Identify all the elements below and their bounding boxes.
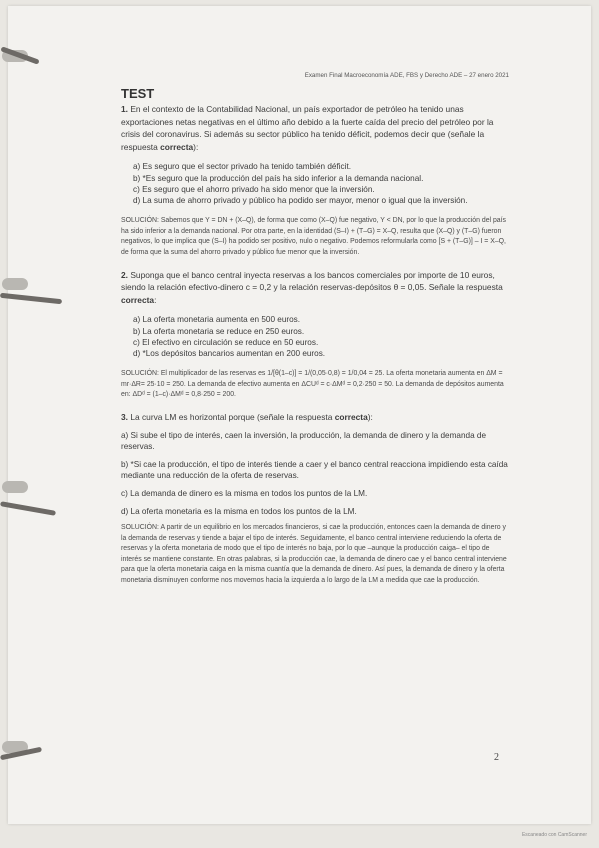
correct-word: correcta bbox=[160, 141, 194, 152]
solution-1: SOLUCIÓN: Sabemos que Y = DN + (X–Q), de forma que como (X–Q) fue negativo, Y < DN, por lo que la producción del país ha sido inferior a la demanda nacional. Por otra parte, en la identidad (S–I) + (T–G) = X–Q, resulta que (X–Q) y (T–G) fueron negativos, lo que implica que (S–I) ha podido ser positivo, nulo o negativo. Podemos reformularla como [S + (T–G)] – I = X–Q, de forma que la suma del ahorro privado y público fue menor que la inversión. bbox=[121, 217, 506, 256]
option-a: a) La oferta monetaria aumenta en 500 euros. bbox=[133, 315, 301, 325]
scanner-watermark: Escaneado con CamScanner bbox=[521, 832, 587, 838]
solution-2: SOLUCIÓN: El multiplicador de las reservas es 1/[θ(1–c)] = 1/(0,05·0,8) = 1/0,04 = 25. La oferta monetaria aumenta en ΔM = mr·ΔR= 25·10 = 250. La demanda de efectivo aumenta en ΔCUᵈ = c·ΔMᵈ = 0,2·250 = 50. La demanda de depósitos aumenta en: ΔDᵈ = (1–c)·ΔMᵈ = 0,8·250 = 200. bbox=[121, 370, 504, 399]
question-1 bbox=[121, 103, 511, 153]
question-number: 1. bbox=[121, 104, 128, 114]
option-b: b) *Es seguro que la producción del país ha sido inferior a la demanda nacional. bbox=[133, 173, 424, 183]
correct-word: correcta bbox=[334, 411, 368, 422]
question-text: La curva LM es horizontal porque (señale la respuesta bbox=[130, 411, 333, 422]
binder-ring bbox=[0, 293, 62, 304]
option-c: c) La demanda de dinero es la misma en todos los puntos de la LM. bbox=[121, 488, 368, 498]
option-a: a) Si sube el tipo de interés, caen la inversión, la producción, la demanda de dinero y la demanda de reservas. bbox=[121, 430, 487, 452]
option-b: b) La oferta monetaria se reduce en 250 euros. bbox=[133, 326, 305, 336]
option-d: d) La suma de ahorro privado y público ha podido ser mayor, menor o igual que la inversión. bbox=[133, 195, 468, 205]
question-text: Suponga que el banco central inyecta reservas a los bancos comerciales por importe de 10 euros, siendo la relación efectivo-dinero c = 0,2 y la relación reservas-depósitos θ = 0,05. Señale la respuesta bbox=[121, 269, 503, 293]
option-d: d) La oferta monetaria es la misma en todos los puntos de la LM. bbox=[121, 506, 357, 516]
question-number: 2. bbox=[121, 269, 128, 280]
question-2 bbox=[121, 269, 511, 307]
option-b: b) *Si cae la producción, el tipo de interés tiende a caer y el banco central reacciona impidiendo esta caída mediante una reducción de la oferta de reservas. bbox=[121, 459, 508, 481]
question-3 bbox=[121, 411, 511, 424]
option-d: d) *Los depósitos bancarios aumentan en 200 euros. bbox=[133, 348, 326, 358]
exam-content bbox=[121, 86, 511, 587]
question-2-options bbox=[133, 314, 511, 359]
question-1-options bbox=[133, 161, 511, 206]
option-c: c) Es seguro que el ahorro privado ha sido menor que la inversión. bbox=[133, 184, 375, 194]
question-tail: : bbox=[154, 294, 157, 305]
binder-hole bbox=[2, 481, 28, 493]
exam-header: Examen Final Macroeconomía ADE, FBS y Derecho ADE – 27 enero 2021 bbox=[304, 72, 509, 79]
question-tail: ): bbox=[367, 411, 373, 422]
binder-ring bbox=[0, 501, 56, 516]
test-title: TEST bbox=[121, 86, 155, 101]
question-text: En el contexto de la Contabilidad Nacional, un país exportador de petróleo ha tenido unas exportaciones netas negativas en el último año debido a la fuerte caída del precio del petróleo por la crisis del coronavirus. Si además su sector público ha tenido déficit, podemos decir que (señale la respuesta bbox=[121, 104, 494, 152]
page-number: 2 bbox=[494, 752, 499, 763]
solution-3: SOLUCIÓN: A partir de un equilibrio en los mercados financieros, si cae la producción, entonces caen la demanda de dinero y la demanda de reservas y tiende a bajar el tipo de interés. Seguidamente, el banco central interviene reduciendo la oferta de reservas y la oferta monetaria de modo que el tipo de interés no baja, por lo que –aunque la producción caiga– el tipo de interés se mantiene constante. En otras palabras, si la producción cae, la demanda de dinero cae y el banco central interviene para que la oferta monetaria caiga en la misma cuantía que la demanda de dinero. Así pues, la demanda de dinero y la oferta monetaria disminuyen conforme nos movemos hacia la izquierda a lo largo de la LM a medida que cae la producción. bbox=[121, 524, 507, 585]
option-a: a) Es seguro que el sector privado ha tenido también déficit. bbox=[133, 162, 352, 172]
option-c: c) El efectivo en circulación se reduce en 50 euros. bbox=[133, 337, 319, 347]
question-tail: ): bbox=[193, 141, 199, 152]
question-number: 3. bbox=[121, 411, 128, 422]
binder-hole bbox=[2, 278, 28, 290]
correct-word: correcta bbox=[121, 294, 155, 305]
